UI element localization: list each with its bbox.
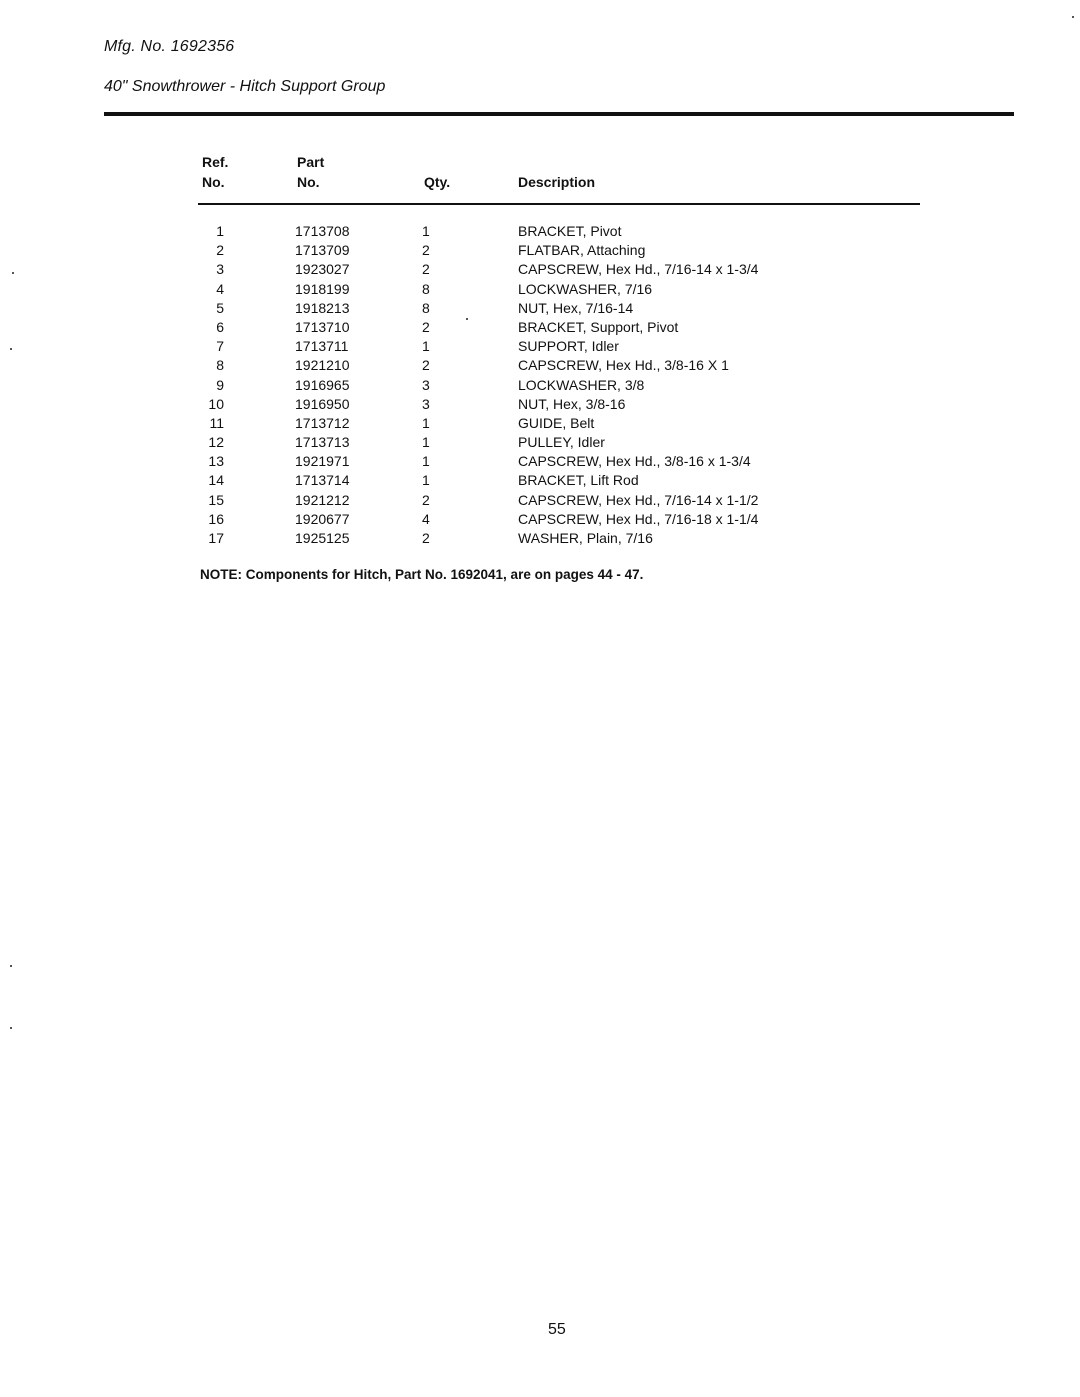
table-row: [198, 452, 920, 471]
table-row: [198, 491, 920, 510]
part-cell: 1920677: [295, 510, 350, 527]
description-cell: LOCKWASHER, 3/8: [518, 376, 645, 393]
parts-table: [198, 152, 920, 546]
part-cell: 1713711: [295, 338, 349, 355]
scan-speck: [1072, 16, 1074, 18]
ref-cell: 12: [208, 434, 224, 451]
description-cell: WASHER, Plain, 7/16: [518, 530, 653, 546]
header-description: Description: [518, 174, 596, 190]
qty-cell: 2: [422, 261, 430, 278]
table-row: [198, 260, 920, 279]
ref-cell: 3: [216, 261, 224, 278]
table-row: [198, 337, 920, 356]
qty-cell: 3: [422, 376, 430, 393]
table-body: [198, 222, 920, 548]
table-row: [198, 318, 920, 337]
table-row: [198, 395, 920, 414]
part-cell: 1916965: [295, 376, 350, 393]
ref-cell: 4: [216, 280, 224, 297]
description-cell: CAPSCREW, Hex Hd., 3/8-16 X 1: [518, 357, 729, 374]
header-part-line2: No.: [297, 174, 320, 190]
qty-cell: 1: [422, 338, 430, 355]
table-row: [198, 299, 920, 318]
part-cell: 1921212: [295, 491, 350, 508]
scan-speck: [10, 348, 12, 350]
scan-speck: [466, 318, 468, 320]
qty-cell: 1: [422, 223, 430, 239]
qty-cell: 1: [422, 453, 430, 470]
description-cell: BRACKET, Support, Pivot: [518, 318, 679, 335]
ref-cell: 15: [208, 491, 224, 508]
qty-cell: 2: [422, 530, 430, 546]
qty-cell: 8: [422, 299, 430, 316]
mfg-number: Mfg. No. 1692356: [104, 38, 235, 55]
ref-cell: 13: [208, 453, 224, 470]
scan-speck: [12, 272, 14, 274]
qty-cell: 1: [422, 472, 430, 489]
table-row: [198, 222, 920, 241]
ref-cell: 14: [208, 472, 224, 489]
table-row: [198, 433, 920, 452]
description-cell: CAPSCREW, Hex Hd., 3/8-16 x 1-3/4: [518, 453, 751, 470]
table-row: [198, 529, 920, 548]
header-ref-line2: No.: [202, 174, 225, 190]
ref-cell: 10: [208, 395, 224, 412]
qty-cell: 1: [422, 434, 430, 451]
part-cell: 1921210: [295, 357, 350, 374]
scan-speck: [10, 965, 12, 967]
table-row: [198, 471, 920, 490]
hitch-note: NOTE: Components for Hitch, Part No. 1692041, are on pages 44 - 47.: [200, 567, 644, 582]
table-row: [198, 280, 920, 299]
ref-cell: 17: [208, 530, 224, 546]
table-row: [198, 356, 920, 375]
table-header-divider: [198, 203, 920, 205]
description-cell: GUIDE, Belt: [518, 414, 595, 431]
qty-cell: 2: [422, 357, 430, 374]
qty-cell: 4: [422, 510, 430, 527]
description-cell: CAPSCREW, Hex Hd., 7/16-14 x 1-3/4: [518, 261, 759, 278]
table-row: [198, 414, 920, 433]
ref-cell: 7: [216, 338, 224, 355]
qty-cell: 2: [422, 242, 430, 259]
description-cell: BRACKET, Lift Rod: [518, 472, 639, 489]
part-cell: 1921971: [295, 453, 350, 470]
qty-cell: 1: [422, 414, 430, 431]
header-divider: [104, 112, 1014, 116]
part-cell: 1713709: [295, 242, 350, 259]
qty-cell: 2: [422, 318, 430, 335]
ref-cell: 2: [216, 242, 224, 259]
ref-cell: 11: [209, 414, 224, 431]
part-cell: 1916950: [295, 395, 350, 412]
description-cell: SUPPORT, Idler: [518, 338, 619, 355]
ref-cell: 8: [216, 357, 224, 374]
description-cell: PULLEY, Idler: [518, 434, 605, 451]
table-row: [198, 376, 920, 395]
table-row: [198, 241, 920, 260]
section-title: 40" Snowthrower - Hitch Support Group: [104, 78, 386, 95]
qty-cell: 2: [422, 491, 430, 508]
ref-cell: 6: [216, 318, 224, 335]
description-cell: NUT, Hex, 3/8-16: [518, 395, 626, 412]
description-cell: CAPSCREW, Hex Hd., 7/16-14 x 1-1/2: [518, 491, 759, 508]
description-cell: BRACKET, Pivot: [518, 223, 622, 239]
scan-speck: [10, 1027, 12, 1029]
ref-cell: 1: [216, 223, 224, 239]
part-cell: 1713708: [295, 223, 350, 239]
part-cell: 1918199: [295, 280, 350, 297]
description-cell: FLATBAR, Attaching: [518, 242, 646, 259]
header-ref-line1: Ref.: [202, 154, 229, 170]
description-cell: LOCKWASHER, 7/16: [518, 280, 653, 297]
table-row: [198, 510, 920, 529]
part-cell: 1918213: [295, 299, 350, 316]
header-part-line1: Part: [297, 154, 325, 170]
header-qty: Qty.: [424, 174, 451, 190]
page-number: 55: [548, 1321, 566, 1338]
ref-cell: 16: [208, 510, 224, 527]
table-header: [198, 152, 920, 202]
part-cell: 1713712: [295, 414, 350, 431]
qty-cell: 8: [422, 280, 430, 297]
ref-cell: 9: [216, 376, 224, 393]
ref-cell: 5: [216, 299, 224, 316]
part-cell: 1713710: [295, 318, 350, 335]
part-cell: 1925125: [295, 530, 350, 546]
part-cell: 1713713: [295, 434, 350, 451]
description-cell: NUT, Hex, 7/16-14: [518, 299, 634, 316]
part-cell: 1713714: [295, 472, 350, 489]
part-cell: 1923027: [295, 261, 350, 278]
description-cell: CAPSCREW, Hex Hd., 7/16-18 x 1-1/4: [518, 510, 759, 527]
qty-cell: 3: [422, 395, 430, 412]
